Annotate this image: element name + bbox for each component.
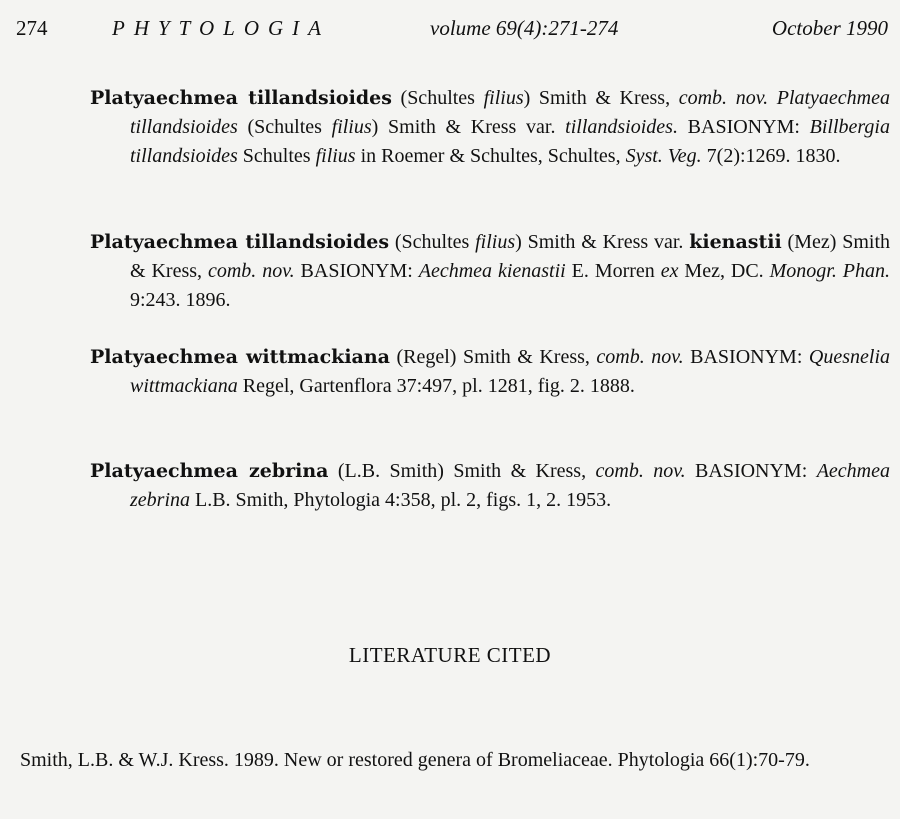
entry-italic: tillandsioides. bbox=[565, 116, 678, 138]
literature-cited-heading: LITERATURE CITED bbox=[348, 643, 552, 667]
entry-italic: Aechmea kienastii bbox=[418, 260, 566, 282]
entry-text: ) Smith & Kress, bbox=[523, 87, 679, 109]
entry-text: BASIONYM: bbox=[677, 116, 810, 138]
journal-title: PHYTOLOGIA bbox=[112, 16, 330, 40]
entry-text: BASIONYM: bbox=[683, 346, 809, 368]
entry-italic: Syst. Veg. bbox=[625, 145, 702, 167]
entry-italic: Billbergia tillandsioides bbox=[130, 116, 890, 167]
entry-italic: filius bbox=[315, 145, 356, 167]
variety-name: kienastii bbox=[689, 231, 782, 253]
entry-text: in Roemer & Schultes, Schultes, bbox=[355, 145, 626, 167]
entry-text: (Regel) Smith & Kress, bbox=[389, 346, 597, 368]
taxon-entry-2 bbox=[90, 228, 890, 315]
entry-italic: filius bbox=[475, 231, 516, 253]
entry-text: Mez, DC. bbox=[678, 260, 770, 282]
entry-text: L.B. Smith, Phytologia 4:358, pl. 2, figs. 1, 2. 1953. bbox=[190, 489, 612, 511]
volume-info: volume 69(4):271-274 bbox=[430, 16, 619, 40]
reference-entry: Smith, L.B. & W.J. Kress. 1989. New or restored genera of Bromeliaceae. Phytologia 66(1):70-79. bbox=[20, 749, 810, 771]
entry-text: Regel, Gartenflora 37:497, pl. 1281, fig. 2. 1888. bbox=[237, 375, 635, 397]
entry-text: (Schultes bbox=[237, 116, 332, 138]
taxon-name: Platyaechmea tillandsioides bbox=[90, 87, 392, 109]
issue-date: October 1990 bbox=[771, 16, 888, 40]
entry-italic: filius bbox=[483, 87, 524, 109]
taxon-entry-4 bbox=[90, 457, 890, 515]
entry-italic: filius bbox=[331, 116, 372, 138]
entry-text: (Schultes bbox=[391, 87, 484, 109]
entry-text: (Mez) Smith & Kress, bbox=[130, 231, 890, 282]
entry-italic: comb. nov. bbox=[596, 346, 684, 368]
entry-italic: Monogr. Phan. bbox=[769, 260, 890, 282]
entry-text: 9:243. 1896. bbox=[130, 289, 231, 311]
entry-text: BASIONYM: bbox=[294, 260, 419, 282]
entry-text: (L.B. Smith) Smith & Kress, bbox=[328, 460, 596, 482]
entry-italic: comb. nov. bbox=[595, 460, 686, 482]
page-number: 274 bbox=[16, 16, 48, 40]
entry-italic: comb. nov. bbox=[207, 260, 295, 282]
entry-italic: comb. nov. Platyaechmea tillandsioides bbox=[130, 87, 891, 138]
entry-text: ) Smith & Kress var. bbox=[371, 116, 566, 138]
entry-italic: Aechmea zebrina bbox=[130, 460, 890, 511]
entry-text: BASIONYM: bbox=[685, 460, 817, 482]
entry-italic: Quesnelia wittmackiana bbox=[130, 346, 890, 397]
taxon-name: Platyaechmea zebrina bbox=[90, 460, 329, 482]
taxon-name: Platyaechmea tillandsioides bbox=[90, 231, 390, 253]
taxon-entry-3 bbox=[90, 343, 890, 401]
entry-text: Schultes bbox=[237, 145, 316, 167]
taxon-entry-1 bbox=[90, 84, 890, 171]
running-header bbox=[16, 16, 888, 50]
entry-text: 7(2):1269. 1830. bbox=[701, 145, 841, 167]
entry-text: ) Smith & Kress var. bbox=[515, 231, 690, 253]
entry-text: (Schultes bbox=[389, 231, 476, 253]
entry-italic: ex bbox=[660, 260, 679, 282]
entry-text: E. Morren bbox=[565, 260, 661, 282]
taxon-name: Platyaechmea wittmackiana bbox=[90, 346, 390, 368]
